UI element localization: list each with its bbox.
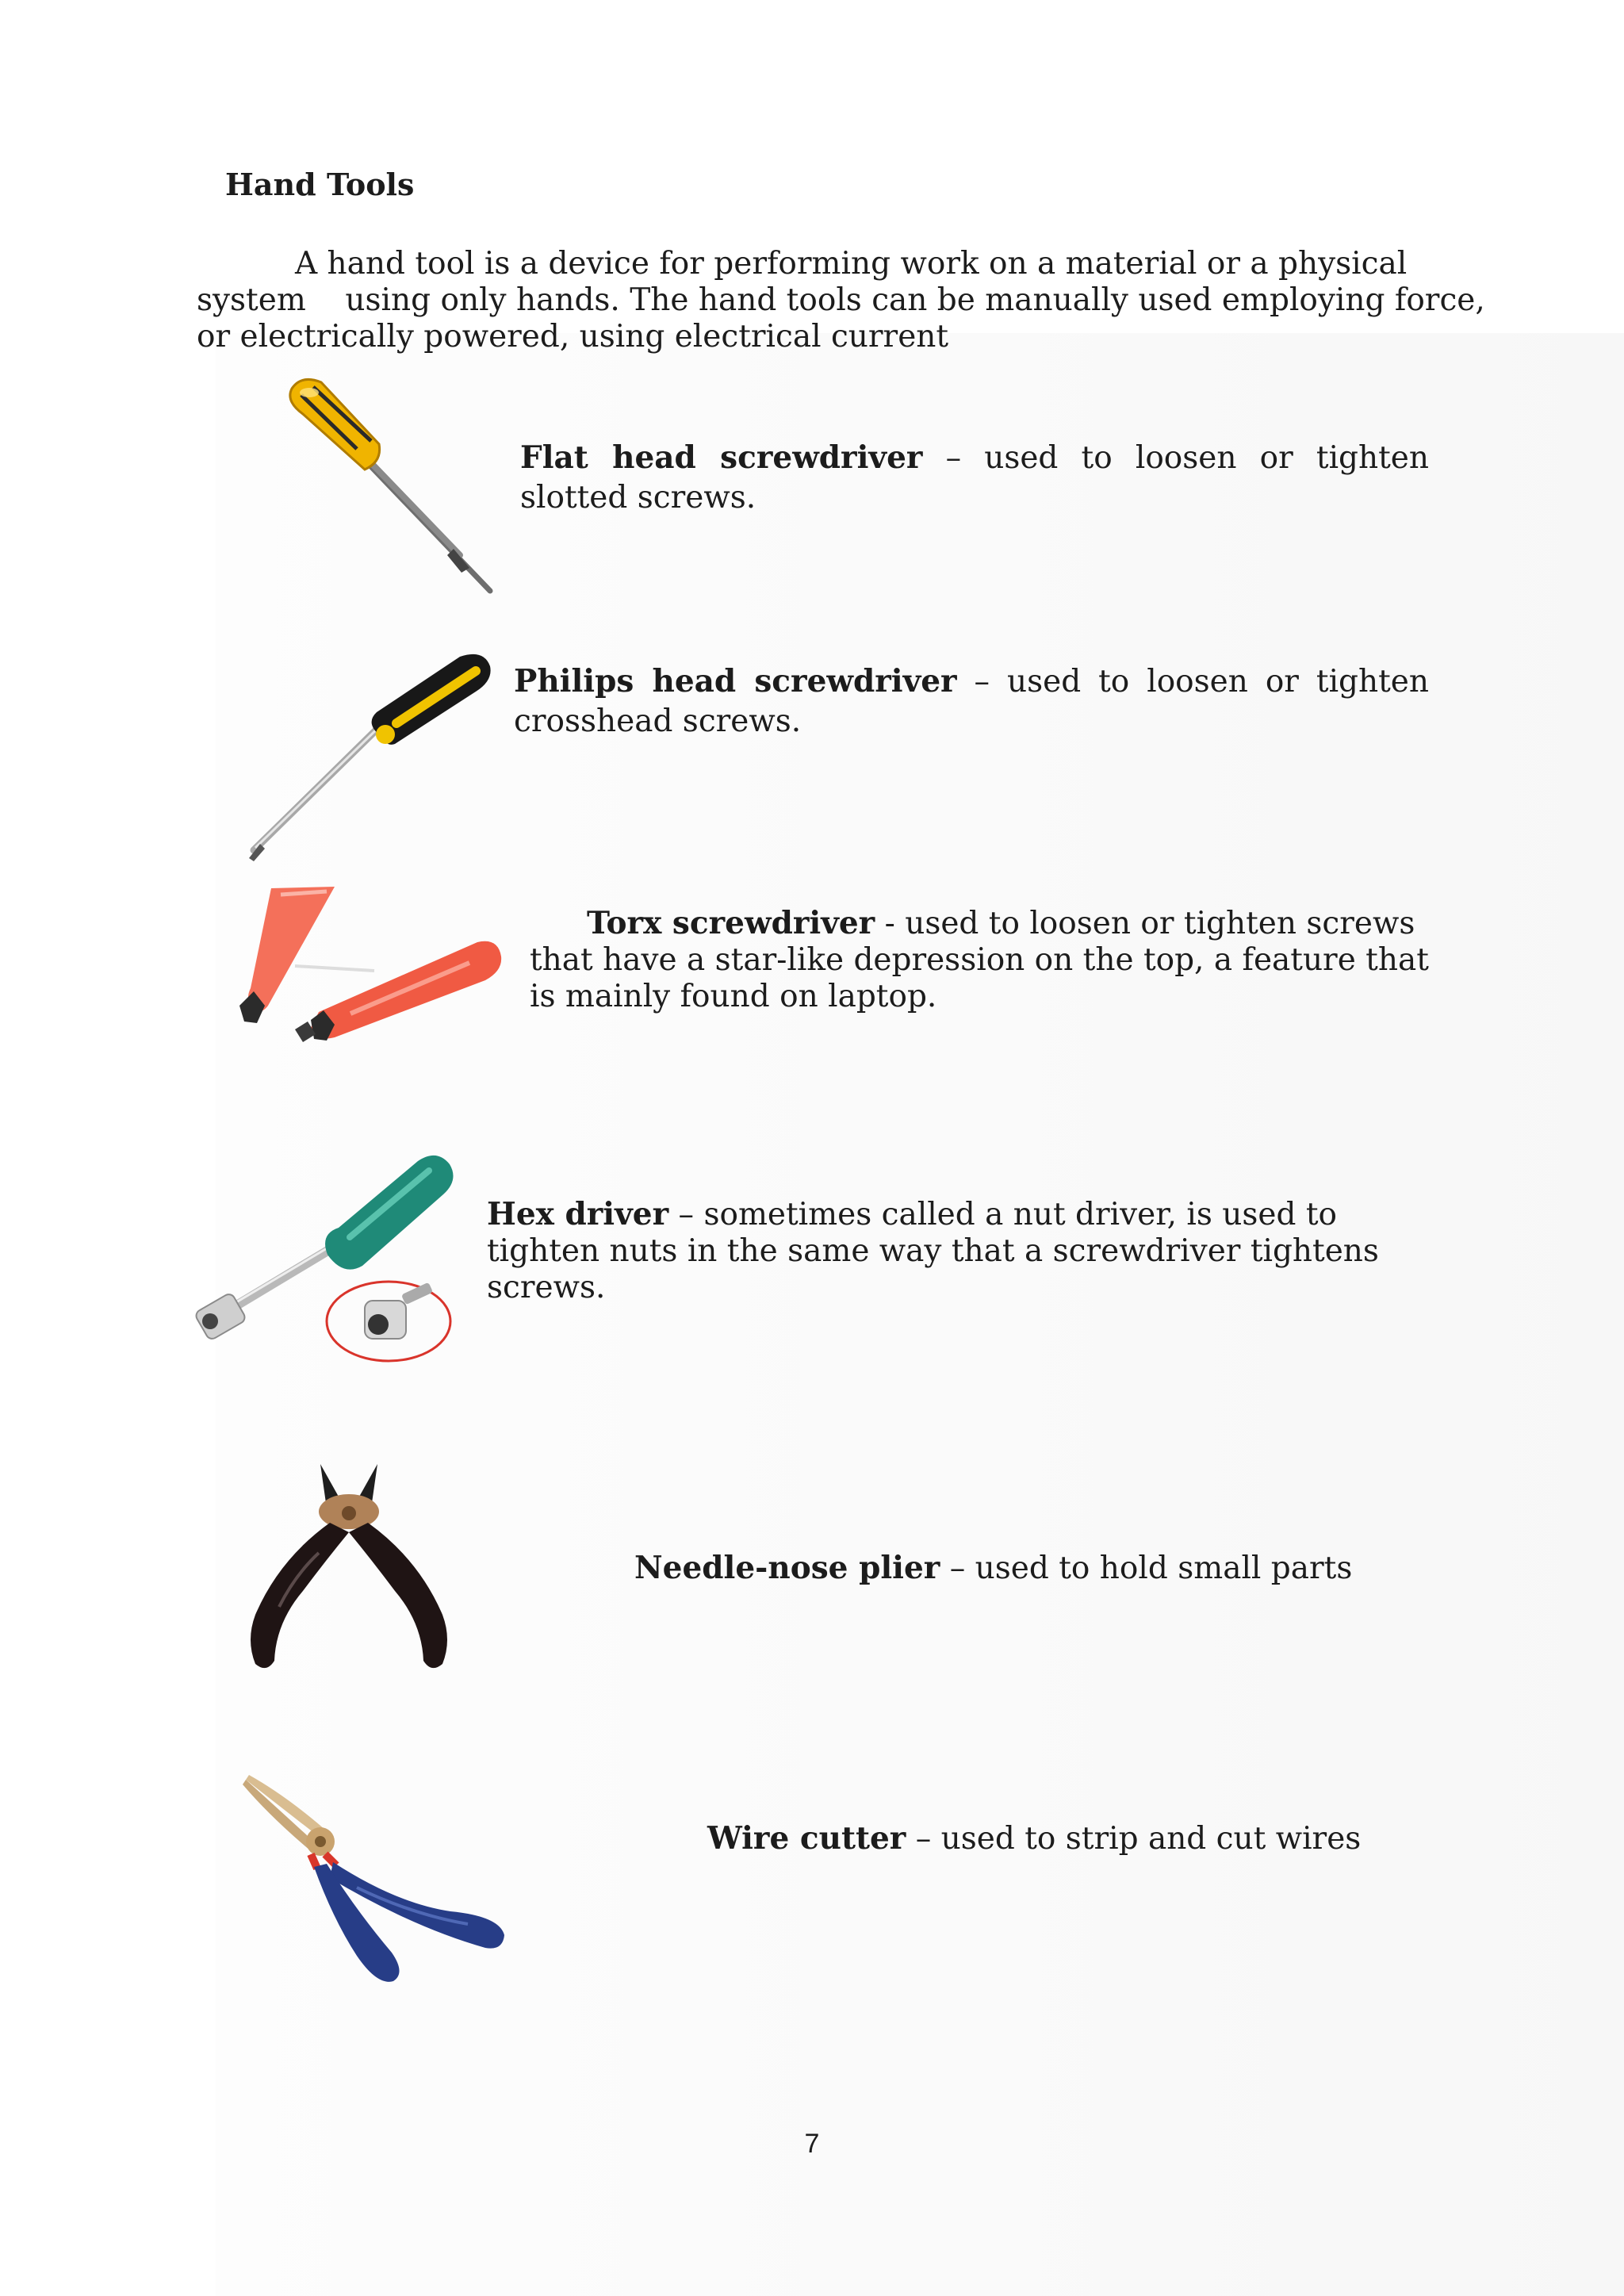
tool-torx-name: Torx screwdriver xyxy=(587,905,875,941)
tool-hex-description xyxy=(487,1196,1423,1306)
flat-head-screwdriver-icon xyxy=(278,373,500,603)
intro-line-1: A hand tool is a device for performing work on a material or a physical xyxy=(295,246,1408,282)
torx-screwdriver-icon xyxy=(216,887,509,1045)
tool-flat-head-name: Flat head screwdriver xyxy=(520,439,923,476)
section-heading: Hand Tools xyxy=(225,167,415,202)
tool-flat-head-text: – used to loosen or tighten slotted screws. xyxy=(520,440,1429,516)
tool-needle-nose-name: Needle-nose plier xyxy=(634,1550,940,1586)
tool-torx-description xyxy=(530,905,1434,1015)
tool-hex-name: Hex driver xyxy=(487,1196,669,1232)
tool-needle-nose-text: – used to hold small parts xyxy=(940,1550,1353,1586)
cutting-plier-icon xyxy=(232,1456,485,1678)
philips-screwdriver-icon xyxy=(238,650,500,864)
hex-driver-icon xyxy=(194,1145,464,1367)
needle-nose-plier-icon xyxy=(238,1769,508,1991)
intro-line-2: system using only hands. The hand tools can be manually used employing force, xyxy=(197,282,1485,318)
tool-philips-text: – used to loosen or tighten crosshead screws. xyxy=(514,664,1429,739)
tool-hex-text: – sometimes called a nut driver, is used to tighten nuts in the same way that a screwdriver tightens screws. xyxy=(487,1197,1379,1305)
tool-torx-text: - used to loosen or tighten screws that have a star-like depression on the top, a feature that is mainly found on laptop. xyxy=(530,906,1429,1014)
tool-philips-description xyxy=(514,661,1429,742)
page-number: 7 xyxy=(804,2129,820,2159)
intro-paragraph xyxy=(197,246,1485,355)
tool-philips-name: Philips head screwdriver xyxy=(514,663,957,700)
tool-wire-cutter-description xyxy=(707,1819,1421,1859)
tool-wire-cutter-name: Wire cutter xyxy=(707,1820,906,1857)
tool-wire-cutter-text: – used to strip and cut wires xyxy=(906,1821,1362,1857)
intro-line-3: or electrically powered, using electrical current xyxy=(197,319,949,355)
tool-flat-head-description xyxy=(520,438,1429,518)
tool-needle-nose-description xyxy=(634,1548,1427,1589)
